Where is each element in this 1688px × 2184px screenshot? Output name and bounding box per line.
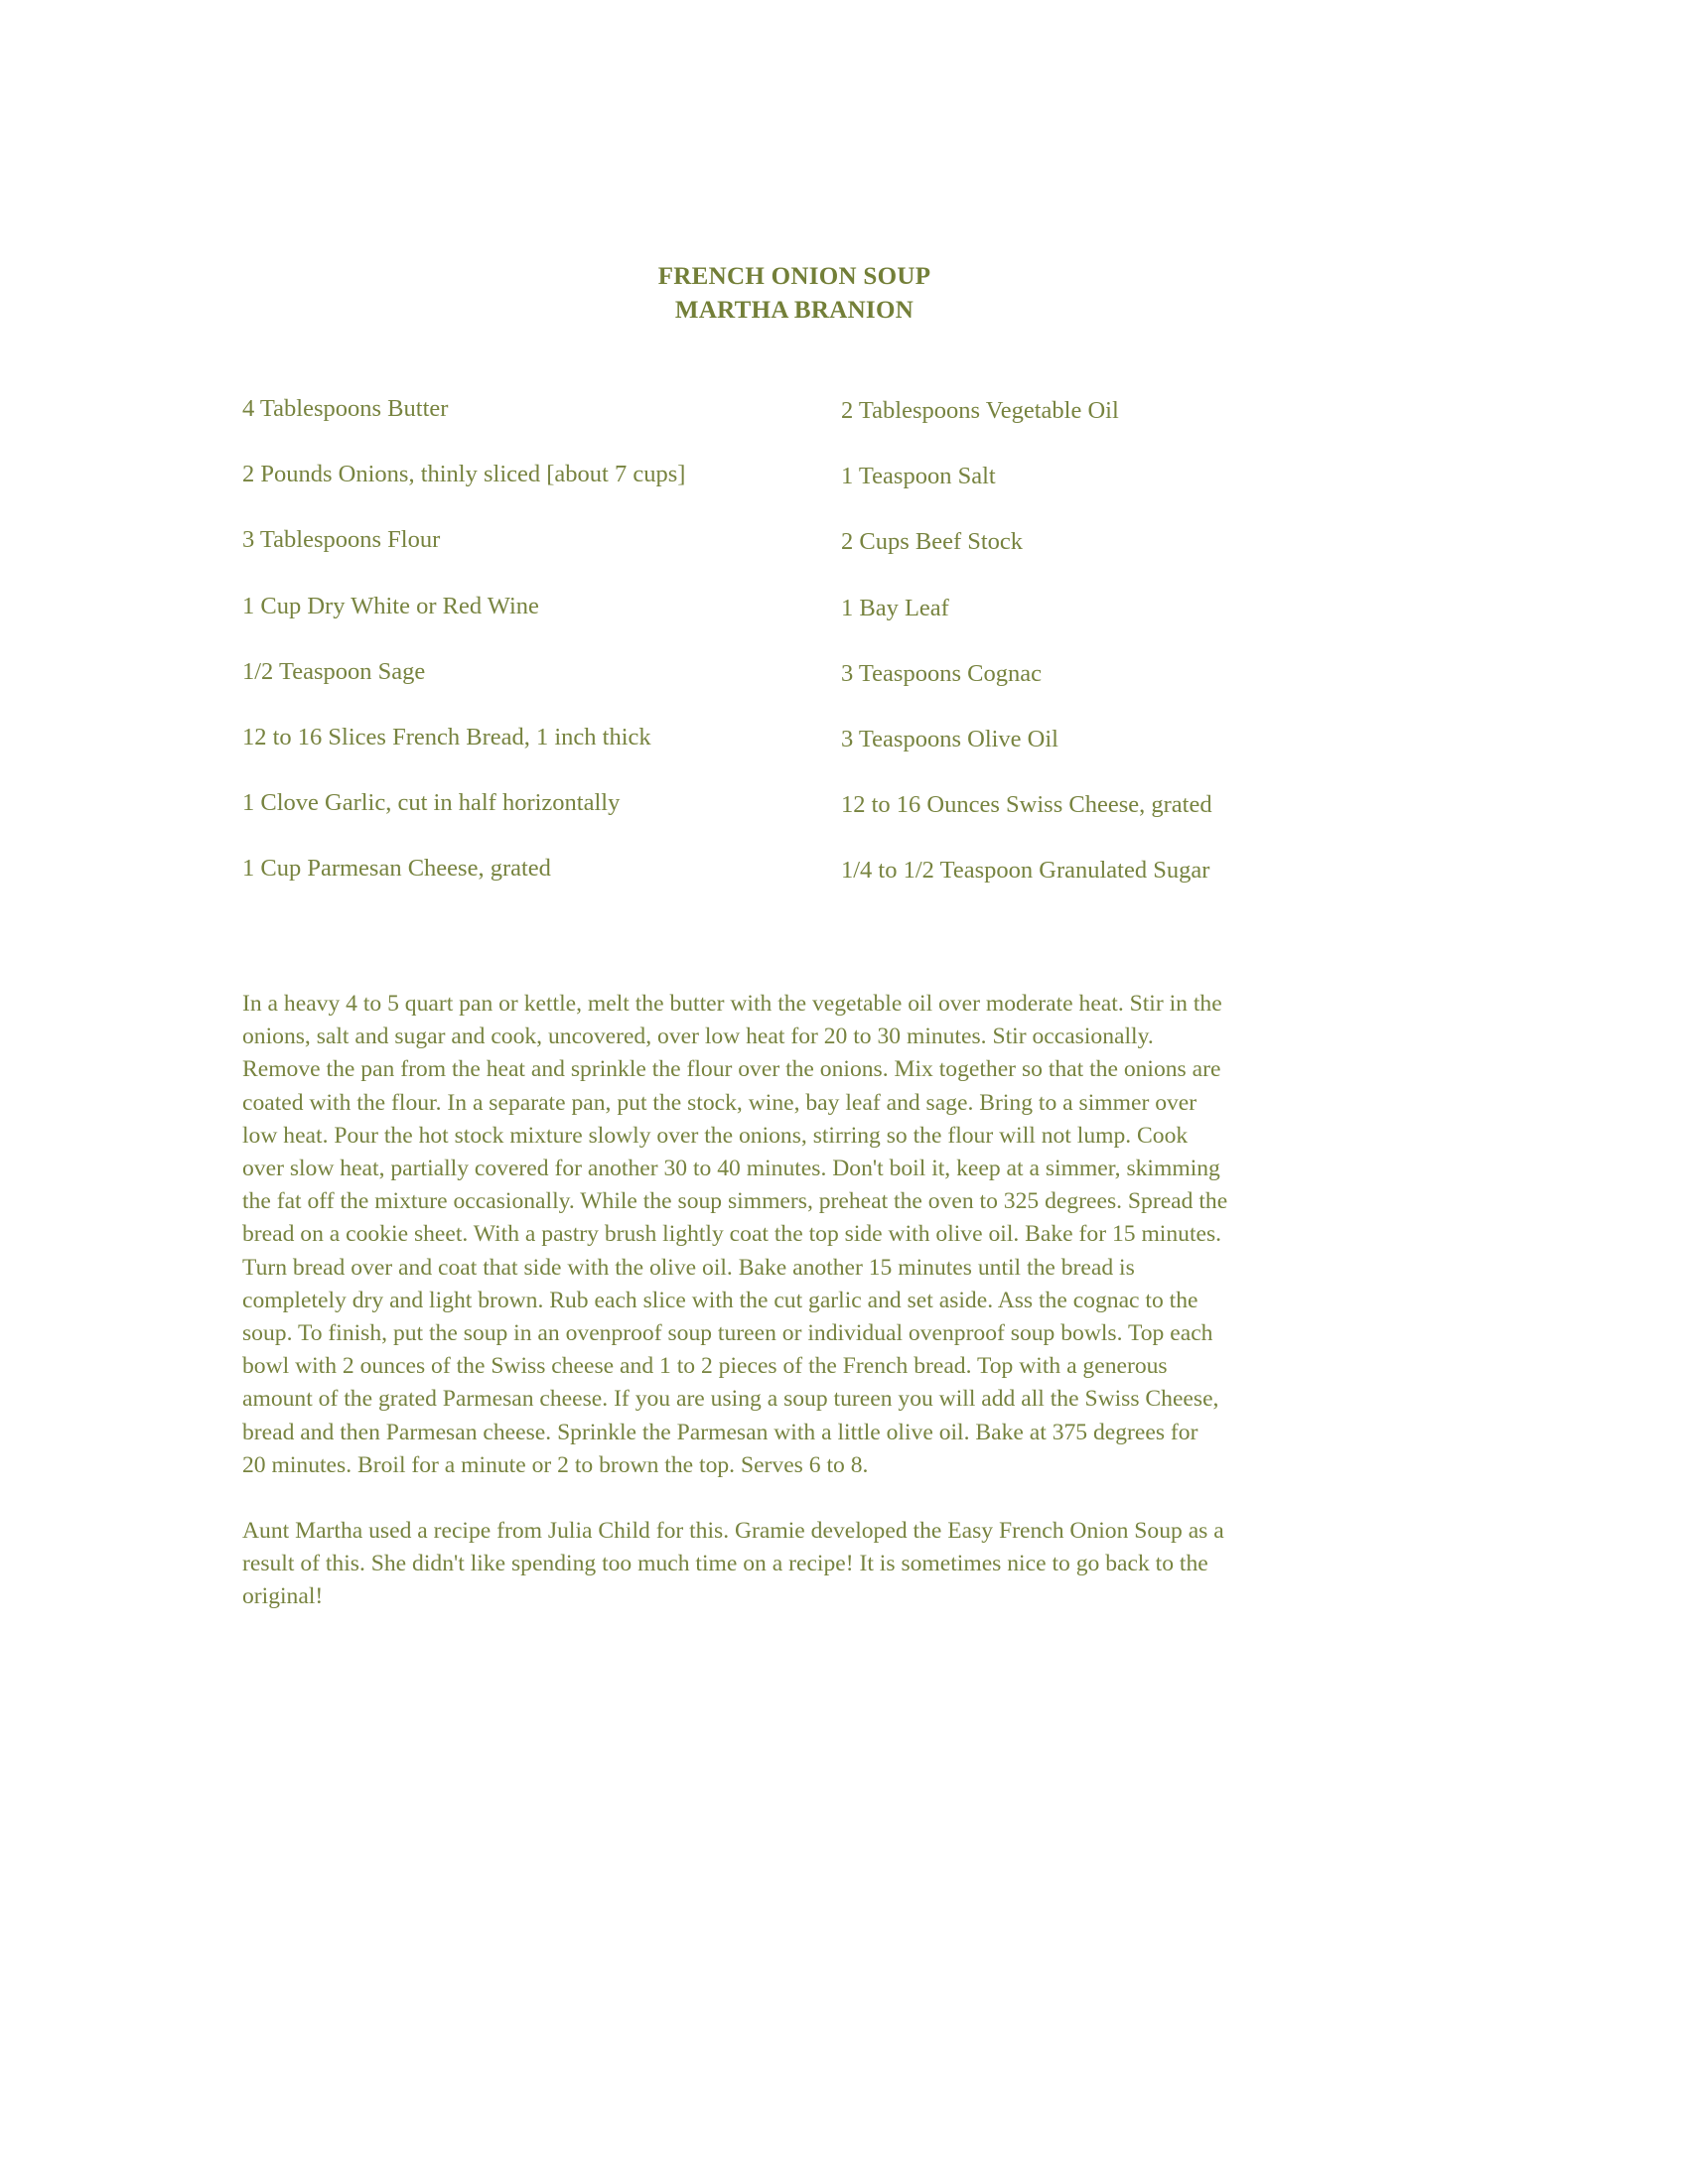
ingredient-right: 3 Teaspoons Cognac <box>841 659 1042 687</box>
ingredient-left: 12 to 16 Slices French Bread, 1 inch thick <box>242 723 651 751</box>
ingredient-right: 12 to 16 Ounces Swiss Cheese, grated <box>841 791 1212 819</box>
ingredient-row <box>242 658 1434 724</box>
ingredient-left: 1 Cup Parmesan Cheese, grated <box>242 855 551 883</box>
ingredient-left: 2 Pounds Onions, thinly sliced [about 7 cups] <box>242 461 686 488</box>
ingredient-left: 1 Cup Dry White or Red Wine <box>242 592 539 619</box>
ingredient-right: 1/4 to 1/2 Teaspoon Granulated Sugar <box>841 857 1210 885</box>
note-paragraph: Aunt Martha used a recipe from Julia Child for this. Gramie developed the Easy French Onion Soup as a result of this. She didn't like spending too much time on a recipe! It is sometimes nice to go back to the original! <box>242 1518 1224 1610</box>
ingredient-right: 3 Teaspoons Olive Oil <box>841 725 1058 752</box>
method-paragraph: In a heavy 4 to 5 quart pan or kettle, melt the butter with the vegetable oil over moderate heat. Stir in the onions, salt and sugar and cook, uncovered, over low heat for 20 to 30 minutes. Stir occasionally. Remove the pan from the heat and sprinkle the flour over the onions. Mix together so that the onions are coated with the flour. In a separate pan, put the stock, wine, bay leaf and sage. Bring to a simmer over low heat. Pour the hot stock mixture slowly over the onions, stirring so the flour will not lump. Cook over slow heat, partially covered for another 30 to 40 minutes. Don't boil it, keep at a simmer, skimming the fat off the mixture occasionally. While the soup simmers, preheat the oven to 325 degrees. Spread the bread on a cookie sheet. With a pastry brush lightly coat the top side with olive oil. Bake for 15 minutes. Turn bread over and coat that side with the olive oil. Bake another 15 minutes until the bread is completely dry and light brown. Rub each slice with the cut garlic and set aside. Ass the cognac to the soup. To finish, put the soup in an ovenproof soup tureen or individual ovenproof soup bowls. Top each bowl with 2 ounces of the Swiss cheese and 1 to 2 pieces of the French bread. Top with a generous amount of the grated Parmesan cheese. If you are using a soup tureen you will add all the Swiss Cheese, bread and then Parmesan cheese. Sprinkle the Parmesan with a little olive oil. Bake at 375 degrees for 20 minutes. Broil for a minute or 2 to brown the top. Serves 6 to 8. <box>242 991 1228 1478</box>
ingredient-left: 1/2 Teaspoon Sage <box>242 657 426 685</box>
ingredient-row <box>242 395 1434 461</box>
recipe-author: MARTHA BRANION <box>674 297 914 324</box>
recipe-title-block <box>0 260 1589 328</box>
ingredient-row <box>242 789 1434 855</box>
recipe-title: FRENCH ONION SOUP <box>657 263 931 290</box>
ingredient-right: 2 Cups Beef Stock <box>841 528 1024 556</box>
ingredient-row <box>242 593 1434 658</box>
ingredient-right: 1 Teaspoon Salt <box>841 463 996 490</box>
ingredient-row <box>242 855 1434 920</box>
ingredient-row <box>242 724 1434 789</box>
ingredient-row <box>242 461 1434 526</box>
ingredient-list <box>242 395 1434 921</box>
ingredient-row <box>242 526 1434 592</box>
ingredient-left: 3 Tablespoons Flour <box>242 526 441 554</box>
ingredient-right: 1 Bay Leaf <box>841 594 949 621</box>
ingredient-right: 2 Tablespoons Vegetable Oil <box>841 397 1119 424</box>
ingredient-left: 4 Tablespoons Butter <box>242 395 449 422</box>
ingredient-left: 1 Clove Garlic, cut in half horizontally <box>242 789 621 817</box>
